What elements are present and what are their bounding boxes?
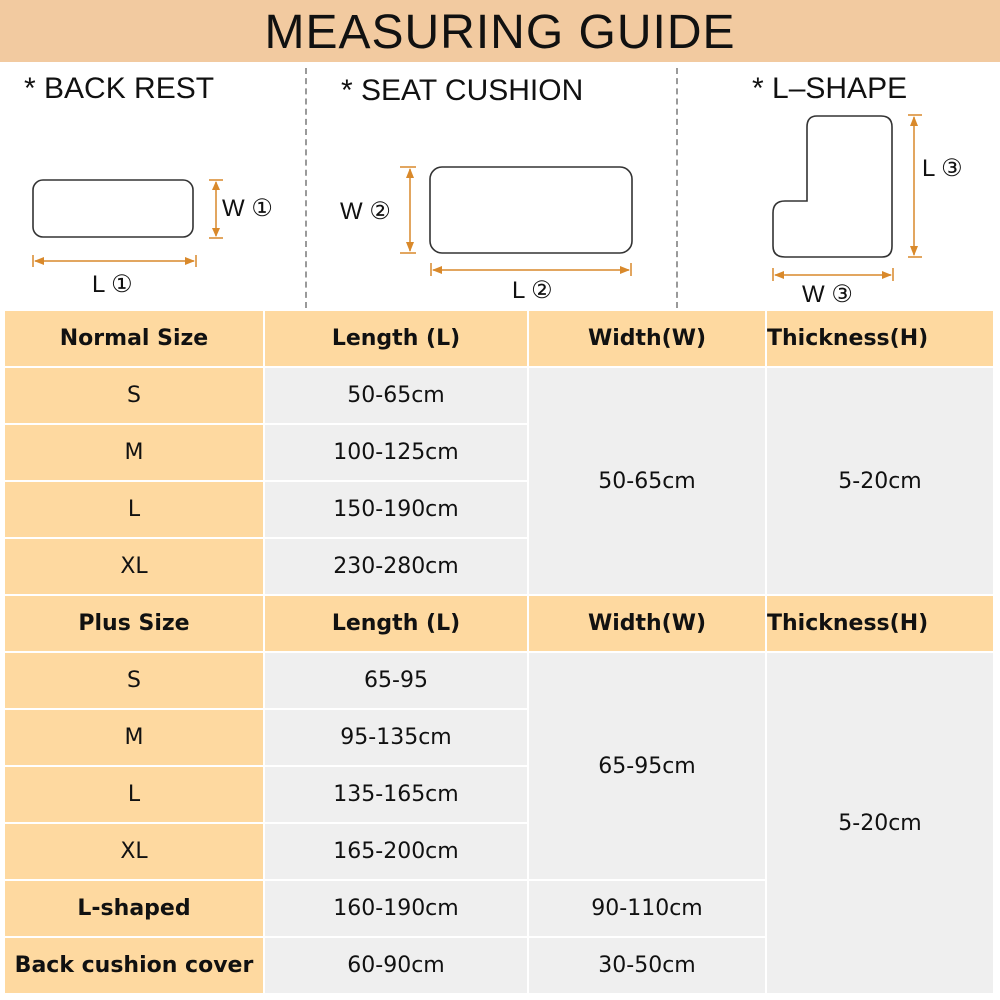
back-cushion-size-cell: Back cushion cover <box>5 938 263 993</box>
plus-thickness-header: Thickness(H) <box>767 596 993 651</box>
normal-size-cell: S <box>5 368 263 423</box>
plus-length-cell: 95-135cm <box>265 710 527 765</box>
plus-size-cell: XL <box>5 824 263 879</box>
plus-length-cell: 65-95 <box>265 653 527 708</box>
normal-width-cell: 50-65cm <box>529 368 765 594</box>
normal-length-cell: 230-280cm <box>265 539 527 594</box>
back-rest-width-label: W ① <box>222 195 273 222</box>
l-shape-diagram <box>0 0 1000 310</box>
normal-thickness-header: Thickness(H) <box>767 311 993 366</box>
normal-length-cell: 50-65cm <box>265 368 527 423</box>
normal-length-cell: 100-125cm <box>265 425 527 480</box>
plus-length-cell: 135-165cm <box>265 767 527 822</box>
normal-size-cell: M <box>5 425 263 480</box>
normal-size-cell: L <box>5 482 263 537</box>
plus-length-cell: 165-200cm <box>265 824 527 879</box>
seat-cushion-width-label: W ② <box>340 198 391 225</box>
l-shape-width-label: W ③ <box>802 281 853 308</box>
normal-length-cell: 150-190cm <box>265 482 527 537</box>
plus-width-header: Width(W) <box>529 596 765 651</box>
size-table <box>5 311 993 995</box>
normal-length-header: Length (L) <box>265 311 527 366</box>
normal-size-cell: XL <box>5 539 263 594</box>
seat-cushion-length-label: L ② <box>512 277 553 304</box>
plus-size-header: Plus Size <box>5 596 263 651</box>
plus-size-cell: M <box>5 710 263 765</box>
l-shaped-length-cell: 160-190cm <box>265 881 527 936</box>
plus-size-cell: L <box>5 767 263 822</box>
normal-thickness-cell: 5-20cm <box>767 368 993 594</box>
back-cushion-length-cell: 60-90cm <box>265 938 527 993</box>
plus-width-cell: 65-95cm <box>529 653 765 879</box>
l-shape-length-label: L ③ <box>922 155 963 182</box>
normal-width-header: Width(W) <box>529 311 765 366</box>
l-shape-title: * L–SHAPE <box>752 72 908 105</box>
l-shaped-width-cell: 90-110cm <box>529 881 765 936</box>
normal-size-header: Normal Size <box>5 311 263 366</box>
page-title: MEASURING GUIDE <box>264 5 736 59</box>
back-cushion-width-cell: 30-50cm <box>529 938 765 993</box>
plus-length-header: Length (L) <box>265 596 527 651</box>
seat-cushion-title: * SEAT CUSHION <box>341 74 584 107</box>
plus-thickness-cell: 5-20cm <box>767 653 993 993</box>
l-shaped-size-cell: L-shaped <box>5 881 263 936</box>
plus-size-cell: S <box>5 653 263 708</box>
back-rest-length-label: L ① <box>92 271 133 298</box>
back-rest-title: * BACK REST <box>24 72 215 105</box>
